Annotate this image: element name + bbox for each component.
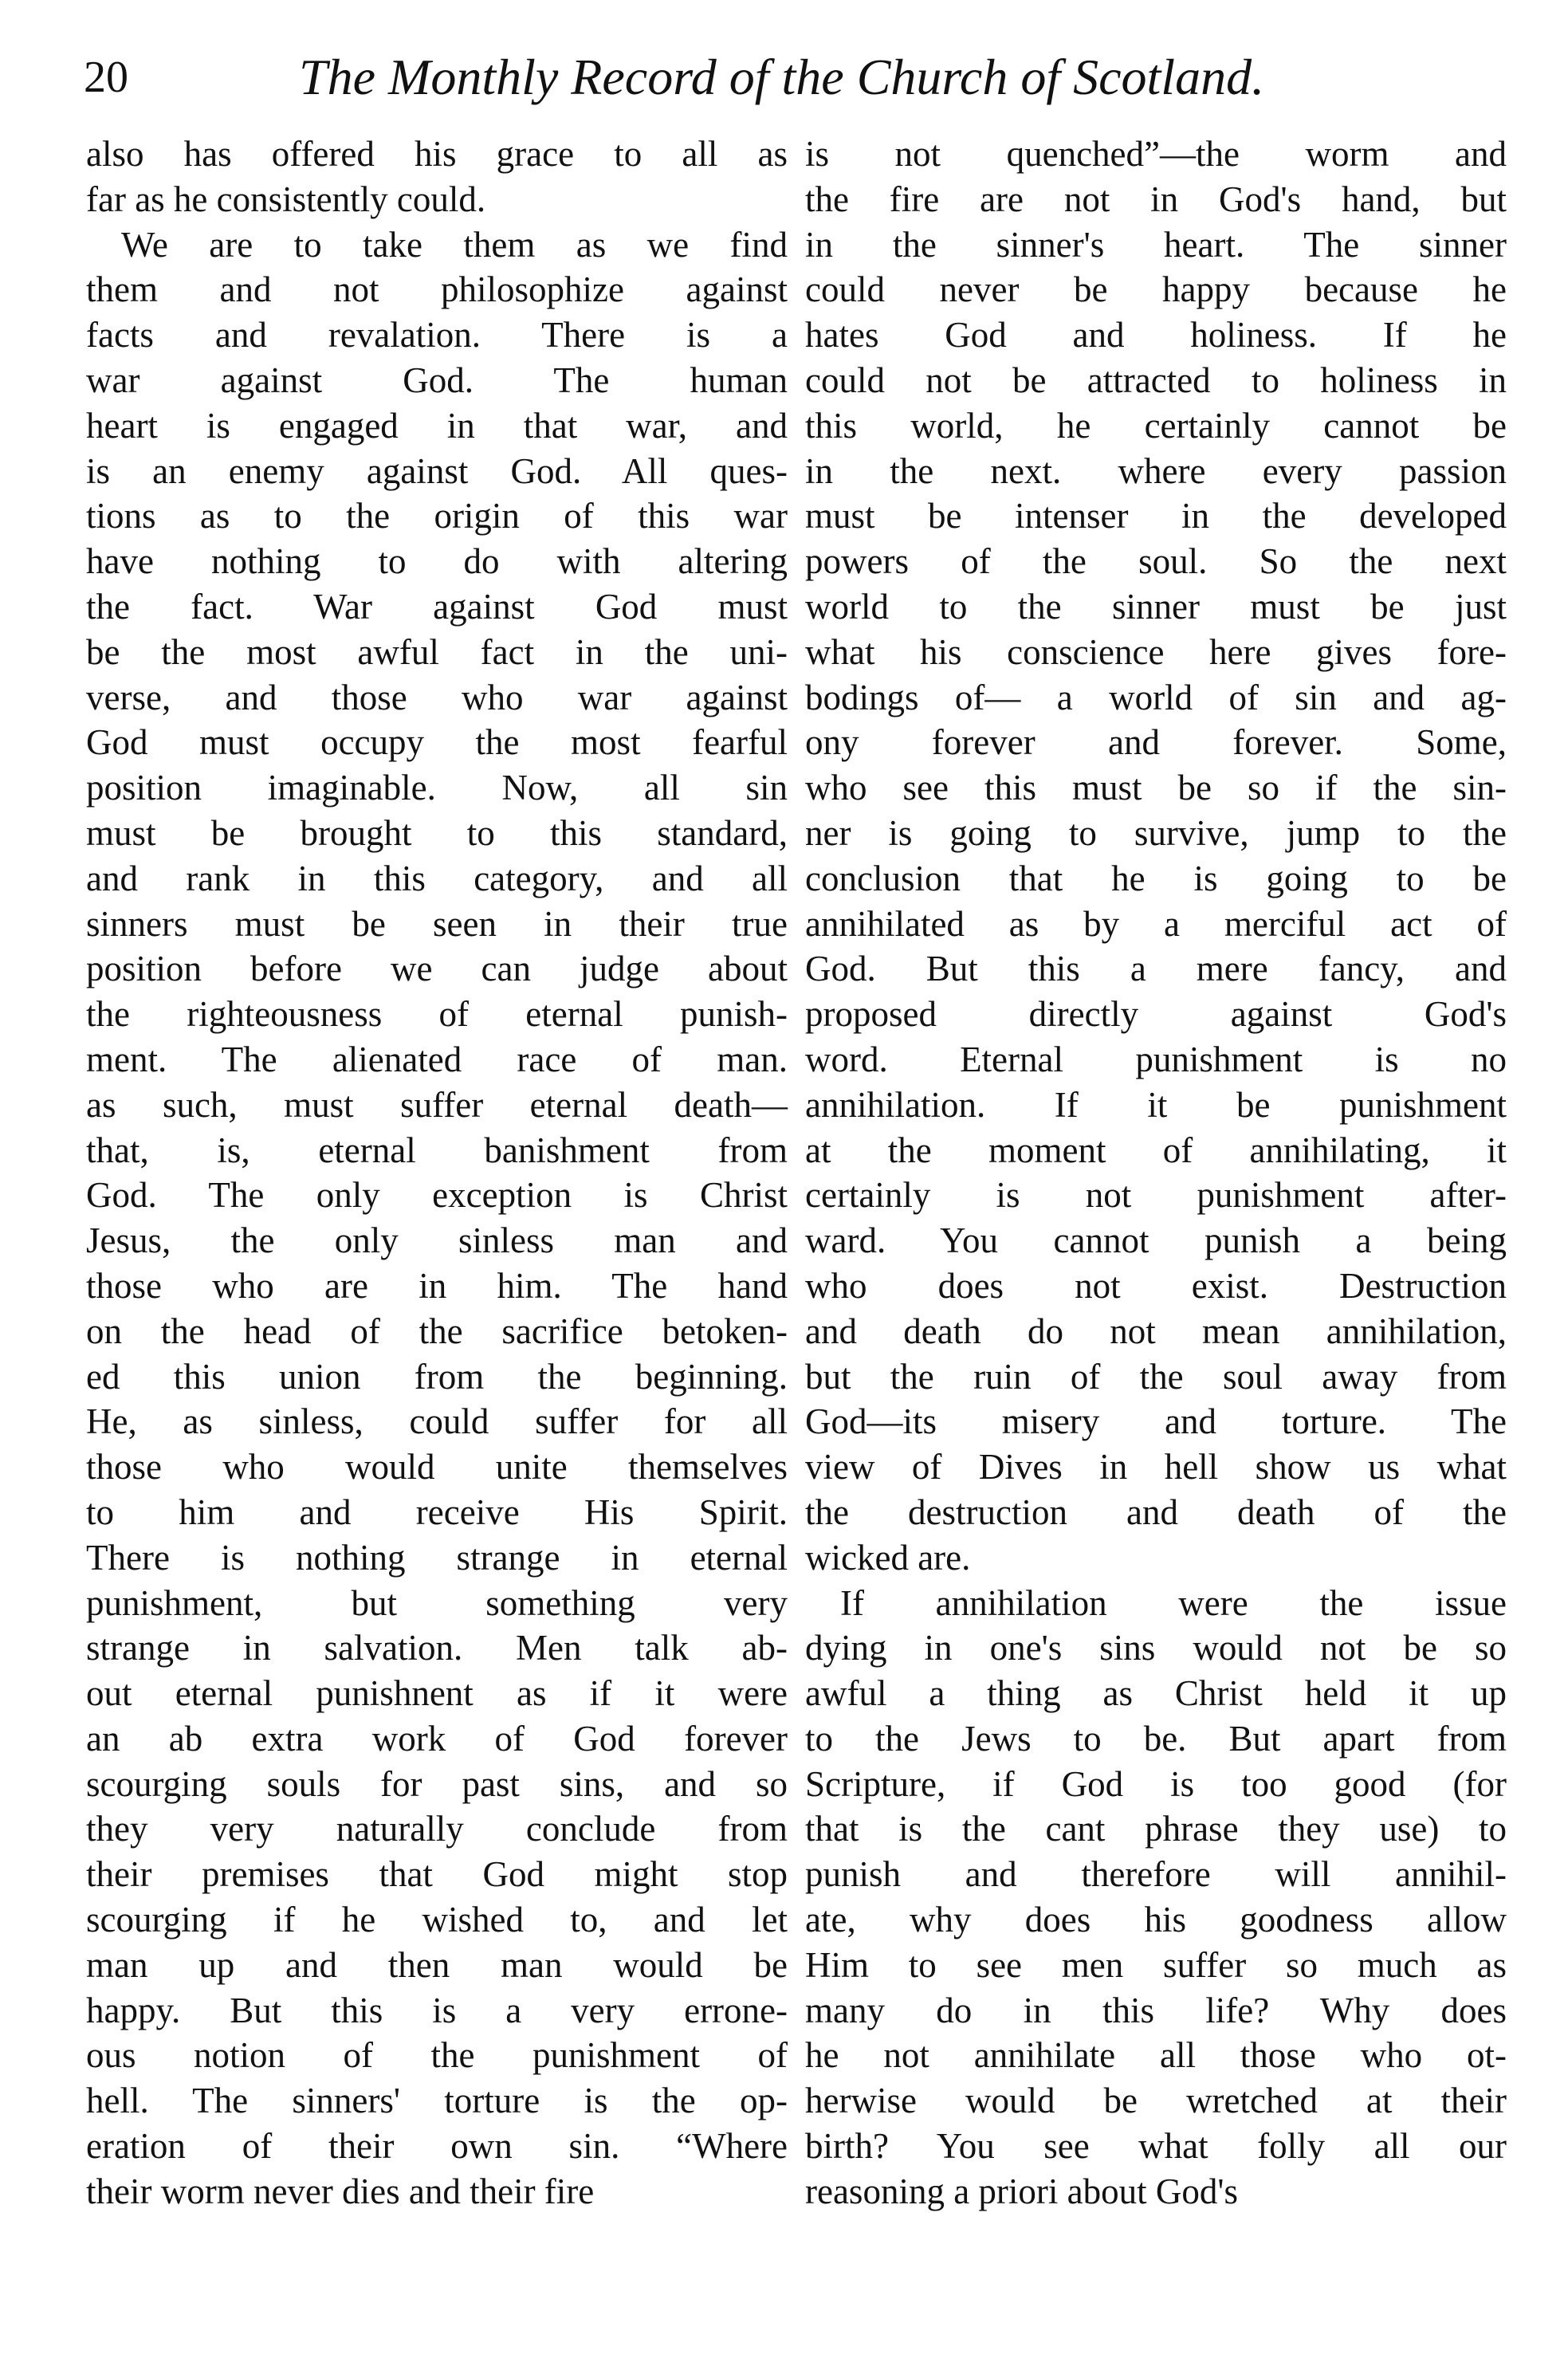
text-line: to him and receive His Spirit. xyxy=(86,1491,788,1532)
text-line: God. The only exception is Christ xyxy=(86,1175,788,1216)
text-line: He, as sinless, could suffer for all xyxy=(86,1401,788,1442)
text-line: ment. The alienated race of man. xyxy=(86,1039,788,1079)
text-line: eration of their own sin. “Where xyxy=(86,2126,788,2167)
text-line: Him to see men suffer so much as xyxy=(805,1944,1507,1985)
text-line: punishment, but something very xyxy=(86,1582,788,1623)
text-line: man up and then man would be xyxy=(86,1944,788,1985)
text-line: scourging souls for past sins, and so xyxy=(86,1763,788,1804)
text-line: must be intenser in the developed xyxy=(805,496,1507,536)
text-line: their worm never dies and their fire xyxy=(86,2171,595,2211)
text-line: an ab extra work of God forever xyxy=(86,1718,788,1759)
text-line: their premises that God might stop xyxy=(86,1854,788,1895)
text-line: hell. The sinners' torture is the op- xyxy=(86,2081,788,2121)
text-line: far as he consistently could. xyxy=(86,179,486,219)
text-line: them and not philosophize against xyxy=(86,269,788,310)
text-line: ous notion of the punishment of xyxy=(86,2035,788,2076)
text-line: those who are in him. The hand xyxy=(86,1265,788,1306)
text-line: those who would unite themselves xyxy=(86,1447,788,1488)
text-line: in the sinner's heart. The sinner xyxy=(805,224,1507,265)
text-line: ner is going to survive, jump to the xyxy=(805,812,1507,853)
text-line: position imaginable. Now, all sin xyxy=(86,768,788,808)
text-line: that is the cant phrase they use) to xyxy=(805,1809,1507,1849)
text-line: word. Eternal punishment is no xyxy=(805,1039,1507,1079)
page-number: 20 xyxy=(84,53,128,102)
running-title: The Monthly Record of the Church of Scotland. xyxy=(299,49,1265,105)
text-line: God must occupy the most fearful xyxy=(86,722,788,763)
text-line: out eternal punishnent as if it were xyxy=(86,1673,788,1714)
text-line: and death do not mean annihilation, xyxy=(805,1311,1507,1351)
text-line: punish and therefore will annihil- xyxy=(805,1854,1507,1895)
text-line: conclusion that he is going to be xyxy=(805,858,1507,898)
text-line: at the moment of annihilating, it xyxy=(805,1130,1507,1170)
text-line: on the head of the sacrifice betoken- xyxy=(86,1311,788,1351)
text-line: who see this must be so if the sin- xyxy=(805,768,1507,808)
text-line: must be brought to this standard, xyxy=(86,812,788,853)
text-line: tions as to the origin of this war xyxy=(86,496,788,536)
text-line: also has offered his grace to all as xyxy=(86,134,788,174)
text-line: what his conscience here gives fore- xyxy=(805,631,1507,672)
text-line: ate, why does his goodness allow xyxy=(805,1900,1507,1940)
text-line: hates God and holiness. If he xyxy=(805,315,1507,356)
text-line: ony forever and forever. Some, xyxy=(805,722,1507,763)
text-line: in the next. where every passion xyxy=(805,450,1507,491)
text-line: is an enemy against God. All ques- xyxy=(86,450,788,491)
text-line: strange in salvation. Men talk ab- xyxy=(86,1628,788,1668)
text-line: sinners must be seen in their true xyxy=(86,903,788,944)
text-line: awful a thing as Christ held it up xyxy=(805,1673,1507,1714)
text-line: bodings of— a world of sin and ag- xyxy=(805,677,1507,717)
text-line: many do in this life? Why does xyxy=(805,1990,1507,2030)
text-line: this world, he certainly cannot be xyxy=(805,405,1507,446)
text-line: annihilation. If it be punishment xyxy=(805,1084,1507,1125)
text-line: If annihilation were the issue xyxy=(840,1582,1507,1623)
text-line: herwise would be wretched at their xyxy=(805,2081,1507,2121)
text-line: facts and revalation. There is a xyxy=(86,315,788,356)
text-line: who does not exist. Destruction xyxy=(805,1265,1507,1306)
text-line: wicked are. xyxy=(805,1537,971,1578)
text-line: We are to take them as we find xyxy=(121,224,788,265)
text-line: scourging if he wished to, and let xyxy=(86,1900,788,1940)
text-line: that, is, eternal banishment from xyxy=(86,1130,788,1170)
text-line: could never be happy because he xyxy=(805,269,1507,310)
text-line: Jesus, the only sinless man and xyxy=(86,1220,788,1261)
text-line: they very naturally conclude from xyxy=(86,1809,788,1849)
text-line: he not annihilate all those who ot- xyxy=(805,2035,1507,2076)
text-line: happy. But this is a very errone- xyxy=(86,1990,788,2030)
text-line: birth? You see what folly all our xyxy=(805,2126,1507,2167)
right-text-column xyxy=(805,132,1507,2215)
text-line: view of Dives in hell show us what xyxy=(805,1447,1507,1488)
text-line: There is nothing strange in eternal xyxy=(86,1537,788,1578)
text-line: but the ruin of the soul away from xyxy=(805,1356,1507,1397)
text-line: the fire are not in God's hand, but xyxy=(805,179,1507,219)
text-line: the fact. War against God must xyxy=(86,586,788,627)
text-line: position before we can judge about xyxy=(86,949,788,989)
text-line: be the most awful fact in the uni- xyxy=(86,631,788,672)
text-line: could not be attracted to holiness in xyxy=(805,360,1507,400)
text-line: annihilated as by a merciful act of xyxy=(805,903,1507,944)
text-line: and rank in this category, and all xyxy=(86,858,788,898)
text-line: reasoning a priori about God's xyxy=(805,2171,1238,2211)
text-line: as such, must suffer eternal death— xyxy=(86,1084,788,1125)
text-line: war against God. The human xyxy=(86,360,788,400)
text-line: certainly is not punishment after- xyxy=(805,1175,1507,1216)
text-line: heart is engaged in that war, and xyxy=(86,405,788,446)
text-line: ward. You cannot punish a being xyxy=(805,1220,1507,1261)
text-line: dying in one's sins would not be so xyxy=(805,1628,1507,1668)
text-line: verse, and those who war against xyxy=(86,677,788,717)
text-line: proposed directly against God's xyxy=(805,994,1507,1035)
text-line: have nothing to do with altering xyxy=(86,541,788,582)
text-line: ed this union from the beginning. xyxy=(86,1356,788,1397)
text-line: Scripture, if God is too good (for xyxy=(805,1763,1507,1804)
page-header xyxy=(84,41,1471,113)
text-line: the righteousness of eternal punish- xyxy=(86,994,788,1035)
text-line: powers of the soul. So the next xyxy=(805,541,1507,582)
left-text-column xyxy=(86,132,788,2215)
text-line: to the Jews to be. But apart from xyxy=(805,1718,1507,1759)
text-line: God—its misery and torture. The xyxy=(805,1401,1507,1442)
text-line: is not quenched”—the worm and xyxy=(805,134,1507,174)
text-line: world to the sinner must be just xyxy=(805,586,1507,627)
text-line: the destruction and death of the xyxy=(805,1491,1507,1532)
text-line: God. But this a mere fancy, and xyxy=(805,949,1507,989)
